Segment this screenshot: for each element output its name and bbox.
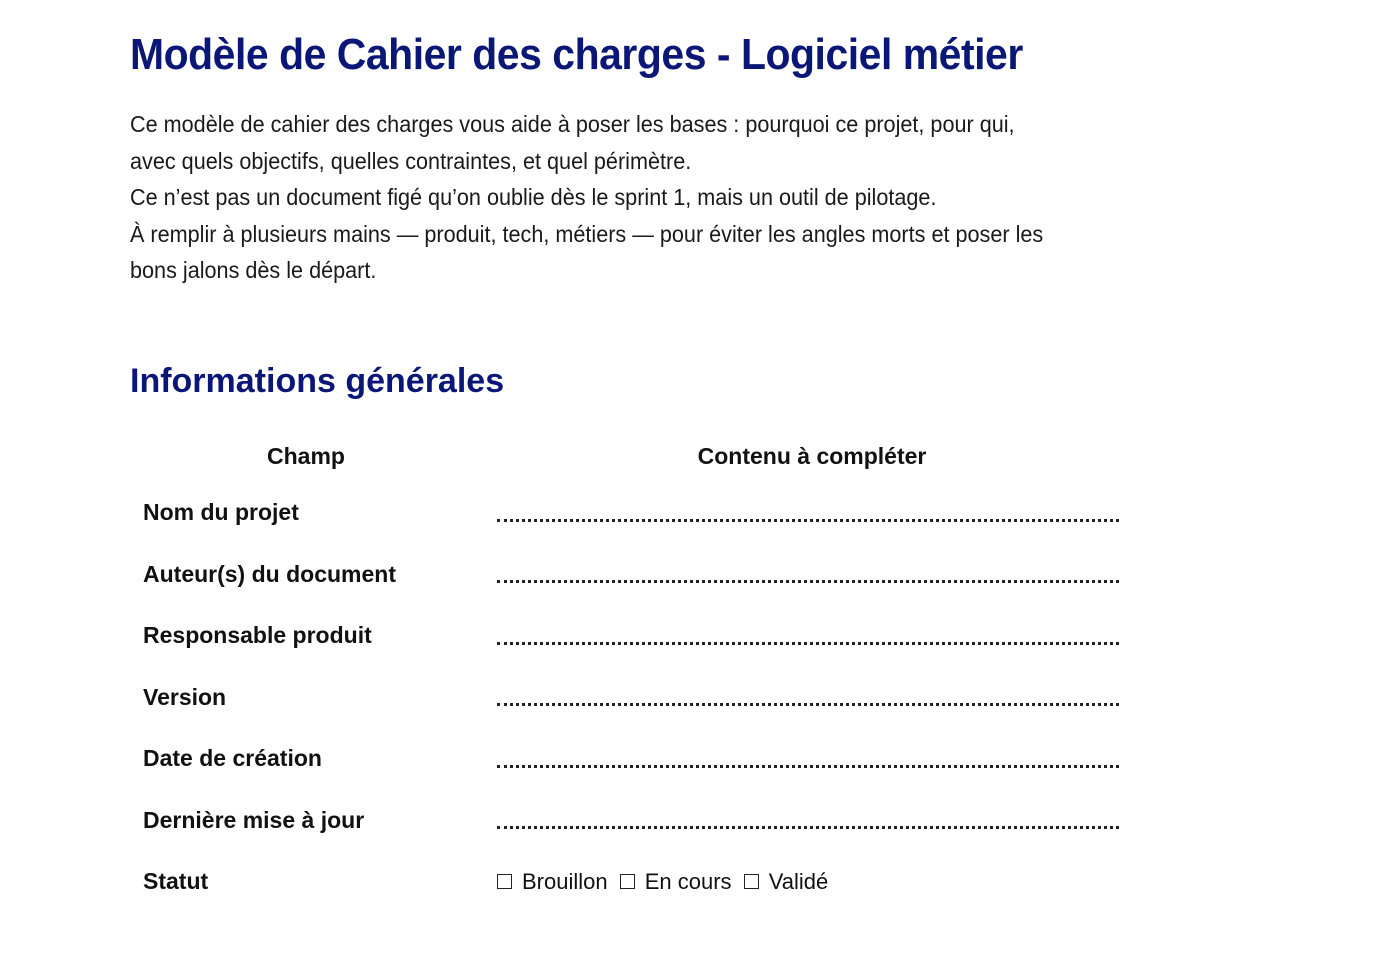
table-row — [130, 790, 1142, 852]
field-label: Dernière mise à jour — [143, 806, 365, 833]
intro-line: Ce modèle de cahier des charges vous aide à poser les bases : pourquoi ce projet, pour qui, — [130, 111, 1015, 137]
dotted-fill-line[interactable] — [497, 699, 1119, 706]
field-label: Date de création — [143, 745, 322, 772]
table-row-status — [130, 851, 1142, 913]
field-value-blank[interactable] — [482, 544, 1142, 606]
column-header-champ: Champ — [267, 442, 345, 469]
field-value-blank[interactable] — [482, 728, 1142, 790]
status-option-valide[interactable]: Validé — [744, 869, 829, 894]
intro-line: avec quels objectifs, quelles contraintes, et quel périmètre. — [130, 147, 692, 174]
field-label: Statut — [143, 868, 209, 895]
dotted-fill-line[interactable] — [497, 761, 1119, 768]
status-option-en-cours[interactable]: En cours — [620, 869, 732, 894]
intro-line: Ce n’est pas un document figé qu’on oublie dès le sprint 1, mais un outil de pilotage. — [130, 184, 937, 210]
field-label: Auteur(s) du document — [143, 560, 396, 587]
document-title: Modèle de Cahier des charges - Logiciel métier — [130, 30, 1023, 79]
checkbox-icon[interactable] — [620, 874, 635, 889]
general-info-table — [130, 430, 1142, 913]
status-options — [482, 851, 1142, 913]
table-row — [130, 728, 1142, 790]
dotted-fill-line[interactable] — [497, 515, 1119, 522]
status-option-brouillon[interactable]: Brouillon — [497, 869, 608, 894]
checkbox-icon[interactable] — [744, 874, 759, 889]
field-label: Responsable produit — [143, 622, 372, 649]
field-value-blank[interactable] — [482, 605, 1142, 667]
dotted-fill-line[interactable] — [497, 576, 1119, 583]
checkbox-icon[interactable] — [497, 874, 512, 889]
field-value-blank[interactable] — [482, 790, 1142, 852]
dotted-fill-line[interactable] — [497, 638, 1119, 645]
section-title: Informations générales — [130, 362, 505, 400]
table-row — [130, 482, 1142, 544]
table-row — [130, 667, 1142, 729]
field-label: Version — [143, 683, 227, 710]
table-row — [130, 544, 1142, 606]
field-value-blank[interactable] — [482, 667, 1142, 729]
table-row — [130, 605, 1142, 667]
intro-line: À remplir à plusieurs mains — produit, tech, métiers — pour éviter les angles morts et poser les — [130, 220, 1044, 247]
table-header-row — [130, 430, 1142, 482]
dotted-fill-line[interactable] — [497, 822, 1119, 829]
column-header-contenu: Contenu à compléter — [697, 442, 927, 469]
intro-line: bons jalons dès le départ. — [130, 257, 377, 283]
field-value-blank[interactable] — [482, 482, 1142, 544]
intro-paragraph — [130, 106, 1145, 289]
field-label: Nom du projet — [143, 499, 299, 526]
